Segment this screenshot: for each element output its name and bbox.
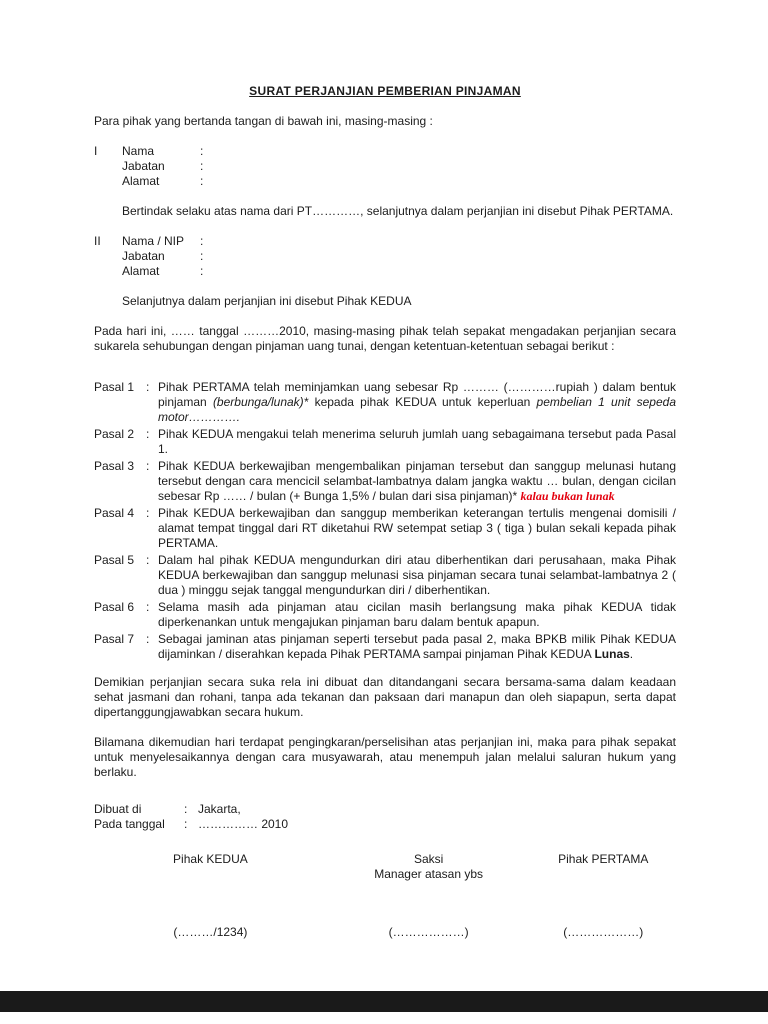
signature-line: (………………) [563,925,644,939]
field-colon: : [200,234,204,248]
signature-line: (………/1234) [173,925,248,939]
pasal-item-7 [94,632,676,662]
pasal-text: Pihak KEDUA mengakui telah menerima seluruh jumlah uang sebagaimana tersebut pada Pasal 1. [158,427,676,456]
pasal-text: Pihak KEDUA berkewajiban dan sanggup memberikan keterangan tertulis mengenai domisili / alamat tempat tinggal dari RT diketahui RW setempat setiap 3 ( tiga ) bulan sekali kepada pihak PERTAMA. [158,506,676,550]
pasal-colon: : [146,632,150,646]
pasal-item-5 [94,553,676,598]
pasal-colon: : [146,600,150,614]
field-row-alamat [122,264,676,279]
date-colon: : [184,817,188,831]
pasal-item-3 [94,459,676,504]
field-colon: : [200,249,204,263]
date-row-date [94,817,676,832]
pasal-text: Pihak KEDUA berkewajiban mengembalikan pinjaman tersebut dan sanggup melunasi hutang tersebut dengan cara mencicil selambat-lambatnya dalam jangka waktu … bulan, dengan cicilan sebesar Rp …… / bulan (+ Bunga 1,5% / bulan dari sisa pinjaman)* kalau bukan lunak [158,459,676,503]
signature-area [94,852,676,940]
pasal-label: Pasal 1 [94,380,135,394]
party-note-2: Selanjutnya dalam perjanjian ini disebut Pihak KEDUA [122,294,412,308]
field-label: Nama [122,144,155,158]
closing-paragraph-1: Demikian perjanjian secara suka rela ini dibuat dan ditandangani secara bersama-sama dalam keadaan sehat jasmani dan rohani, tanpa ada tekanan dan paksaan dari manapun dan oleh siapapun, serta dapat dipertanggungjawabkan secara hukum. [94,675,676,719]
pasal-colon: : [146,427,150,441]
signature-column-saksi [327,852,531,940]
pasal-colon: : [146,459,150,473]
party-block-2 [94,234,676,279]
signature-subtitle: Manager atasan ybs [374,867,483,881]
pasal-text: Dalam hal pihak KEDUA mengundurkan diri atau diberhentikan dari perusahaan, maka Pihak KEDUA berkewajiban dan sanggup melunasi sisa pinjaman secara tunai selambat-lambatnya 2 ( dua ) minggu sejak tanggal mengundurkan diri / diberhentikan. [158,553,676,597]
pasal-text: Selama masih ada pinjaman atau cicilan masih berlangsung maka pihak KEDUA tidak diperkenankan untuk mengajukan pinjaman baru dalam bentuk apapun. [158,600,676,629]
field-row-nama [122,144,676,159]
date-label: Dibuat di [94,802,142,816]
intro-paragraph: Para pihak yang bertanda tangan di bawah ini, masing-masing : [94,114,433,128]
pasal-colon: : [146,553,150,567]
field-colon: : [200,159,204,173]
pasal-list [94,380,676,662]
party-fields [122,144,676,189]
pasal-label: Pasal 2 [94,427,135,441]
field-label: Alamat [122,264,160,278]
field-label: Jabatan [122,159,165,173]
pasal-text: Pihak PERTAMA telah meminjamkan uang sebesar Rp ……… (…………rupiah ) dalam bentuk pinjaman (berbunga/lunak)* kepada pihak KEDUA untuk keperluan pembelian 1 unit sepeda motor…………. [158,380,677,424]
field-label: Jabatan [122,249,165,263]
pasal-item-1 [94,380,676,425]
pasal-colon: : [146,380,150,394]
date-label: Pada tanggal [94,817,165,831]
pasal-text: Sebagai jaminan atas pinjaman seperti tersebut pada pasal 2, maka BPKB milik Pihak KEDUA dijaminkan / diserahkan kepada Pihak PERTAMA sampai pinjaman Pihak KEDUA Lunas. [158,632,676,661]
field-colon: : [200,144,204,158]
signature-title: Saksi [413,852,444,866]
field-colon: : [200,174,204,188]
signature-line: (………………) [388,925,469,939]
pasal-label: Pasal 7 [94,632,135,646]
signature-column-pihak-kedua [94,852,327,940]
field-row-alamat [122,174,676,189]
party-fields [122,234,676,279]
document-title: SURAT PERJANJIAN PEMBERIAN PINJAMAN [249,84,521,98]
date-value: …………… 2010 [198,817,289,831]
field-row-nama-nip [122,234,676,249]
pasal-label: Pasal 3 [94,459,135,473]
pasal-label: Pasal 5 [94,553,135,567]
field-label: Nama / NIP [122,234,185,248]
pasal-item-4 [94,506,676,551]
opening-paragraph: Pada hari ini, …… tanggal ………2010, masing-masing pihak telah sepakat mengadakan perjanjian secara sukarela sehubungan dengan pinjaman uang tunai, dengan ketentuan-ketentuan sebagai berikut : [94,324,676,353]
date-colon: : [184,802,188,816]
field-row-jabatan [122,159,676,174]
party-block-1 [94,144,676,189]
pasal-item-2 [94,427,676,457]
signature-column-pihak-pertama [530,852,676,940]
date-row-place [94,802,676,817]
date-value: Jakarta, [198,802,241,816]
closing-paragraph-2: Bilamana dikemudian hari terdapat pengingkaran/perselisihan atas perjanjian ini, maka para pihak sepakat untuk menyelesaikannya dengan cara musyawarah, atau menempuh jalan melalui saluran hukum yang berlaku. [94,735,676,779]
pasal-colon: : [146,506,150,520]
party-numeral: II [94,234,101,248]
field-label: Alamat [122,174,160,188]
pasal-item-6 [94,600,676,630]
signature-title: Pihak KEDUA [173,852,248,866]
field-colon: : [200,264,204,278]
party-note-1: Bertindak selaku atas nama dari PT…………, selanjutnya dalam perjanjian ini disebut Pihak PERTAMA. [122,204,674,218]
date-block [94,802,676,832]
pasal-label: Pasal 6 [94,600,135,614]
field-row-jabatan [122,249,676,264]
pasal-label: Pasal 4 [94,506,135,520]
page-edge-bar [0,991,768,1012]
party-numeral: I [94,144,98,158]
signature-title: Pihak PERTAMA [558,852,649,866]
